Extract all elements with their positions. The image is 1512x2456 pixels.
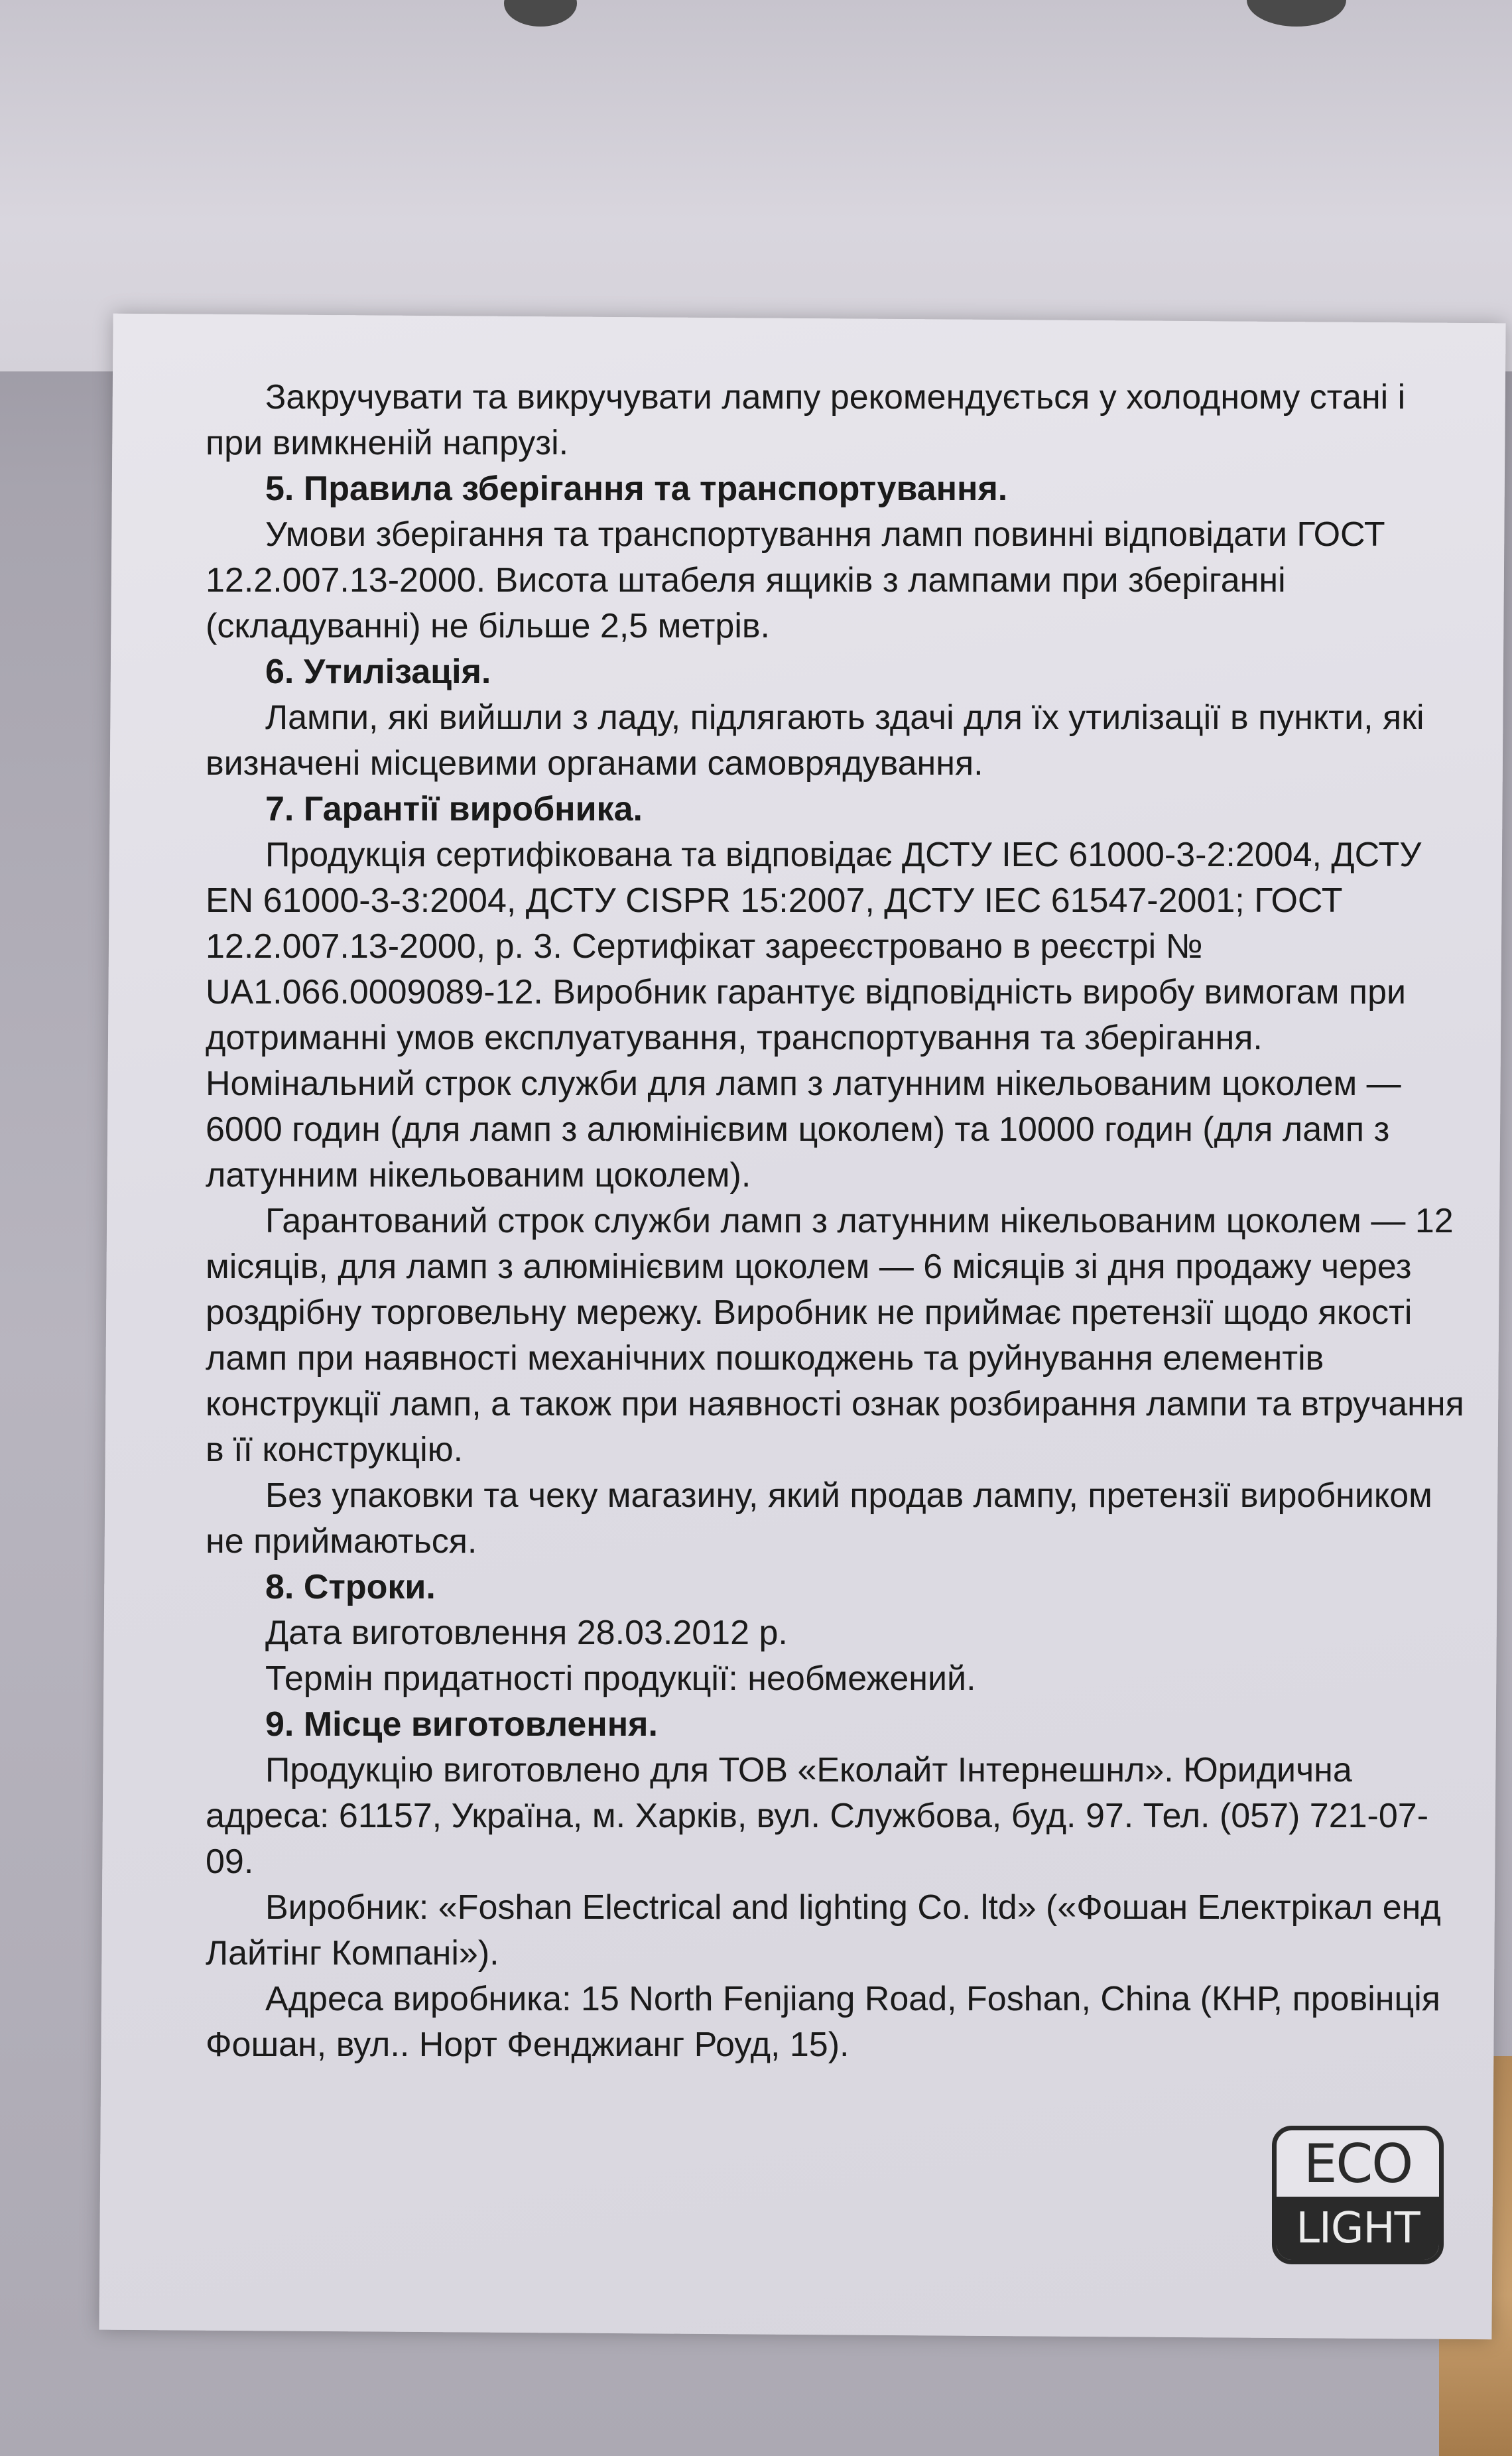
- manufacture-date: Дата виготовлення 28.03.2012 р.: [265, 1614, 788, 1652]
- claims-paragraph: Без упаковки та чеку магазину, який продав лампу, претензії виробником не приймаються.: [206, 1476, 1432, 1561]
- disposal-paragraph: Лампи, які вийшли з ладу, підлягають здачі для їх утилізації в пункти, які визначені місцевими органами самоврядування.: [206, 698, 1424, 783]
- warranty-period-paragraph: Гарантований строк служби ламп з латунним нікельованим цоколем — 12 місяців, для ламп з алюмінієвим цоколем — 6 місяців зі дня продажу через роздрібну торговельну мережу. Виробник не приймає претензії щодо якості ламп при наявності механічних пошкоджень та руйнування елементів конструкції ламп, а також при наявності ознак розбирання лампи та втручання в її конструкцію.: [206, 1202, 1464, 1469]
- logo-eco-text: ECO: [1303, 2132, 1413, 2195]
- document-text: [206, 375, 1466, 2068]
- section-heading: 7. Гарантії виробника.: [265, 790, 643, 828]
- eco-light-logo: [1272, 2126, 1444, 2264]
- section-heading: 6. Утилізація.: [265, 653, 491, 691]
- manufacturer-paragraph: Виробник: «Foshan Electrical and lighting Co. ltd» («Фошан Електрікал енд Лайтінг Компані»).: [206, 1888, 1441, 1972]
- intro-paragraph: Закручувати та викручувати лампу рекомендується у холодному стані і при вимкненій напрузі.: [206, 378, 1406, 462]
- warranty-paragraph: Продукція сертифікована та відповідає ДСТУ IEC 61000-3-2:2004, ДСТУ EN 61000-3-3:2004, ДСТУ CISPR 15:2007, ДСТУ IEC 61547-2001; ГОСТ 12.2.007.13-2000, р. 3. Сертифікат зареєстровано в реєстрі № UA1.066.0009089-12. Виробник гарантує відповідність виробу вимогам при дотриманні умов експлуатування, транспортування та зберігання. Номінальний строк служби для ламп з латунним нікельованим цоколем — 6000 годин (для ламп з алюмінієвим цоколем) та 10000 годин (для ламп з латунним нікельованим цоколем).: [206, 836, 1422, 1195]
- company-address-paragraph: Продукцію виготовлено для ТОВ «Еколайт Інтернешнл». Юридична адреса: 61157, Україна, м. Харків, вул. Службова, буд. 97. Тел. (057) 721-07-09.: [206, 1751, 1429, 1881]
- storage-paragraph: Умови зберігання та транспортування ламп повинні відповідати ГОСТ 12.2.007.13-2000. Висота штабеля ящиків з лампами при зберіганні (складуванні) не більше 2,5 метрів.: [206, 515, 1385, 645]
- logo-light-text: LIGHT: [1277, 2197, 1439, 2260]
- section-heading: 9. Місце виготовлення.: [265, 1705, 658, 1744]
- manufacturer-address-paragraph: Адреса виробника: 15 North Fenjiang Road, Foshan, China (КНР, провінція Фошан, вул.. Норт Фенджианг Роуд, 15).: [206, 1980, 1440, 2064]
- section-heading: 5. Правила зберігання та транспортування.: [265, 470, 1008, 508]
- section-heading: 8. Строки.: [265, 1568, 436, 1606]
- shelf-life: Термін придатності продукції: необмежений.: [265, 1659, 976, 1698]
